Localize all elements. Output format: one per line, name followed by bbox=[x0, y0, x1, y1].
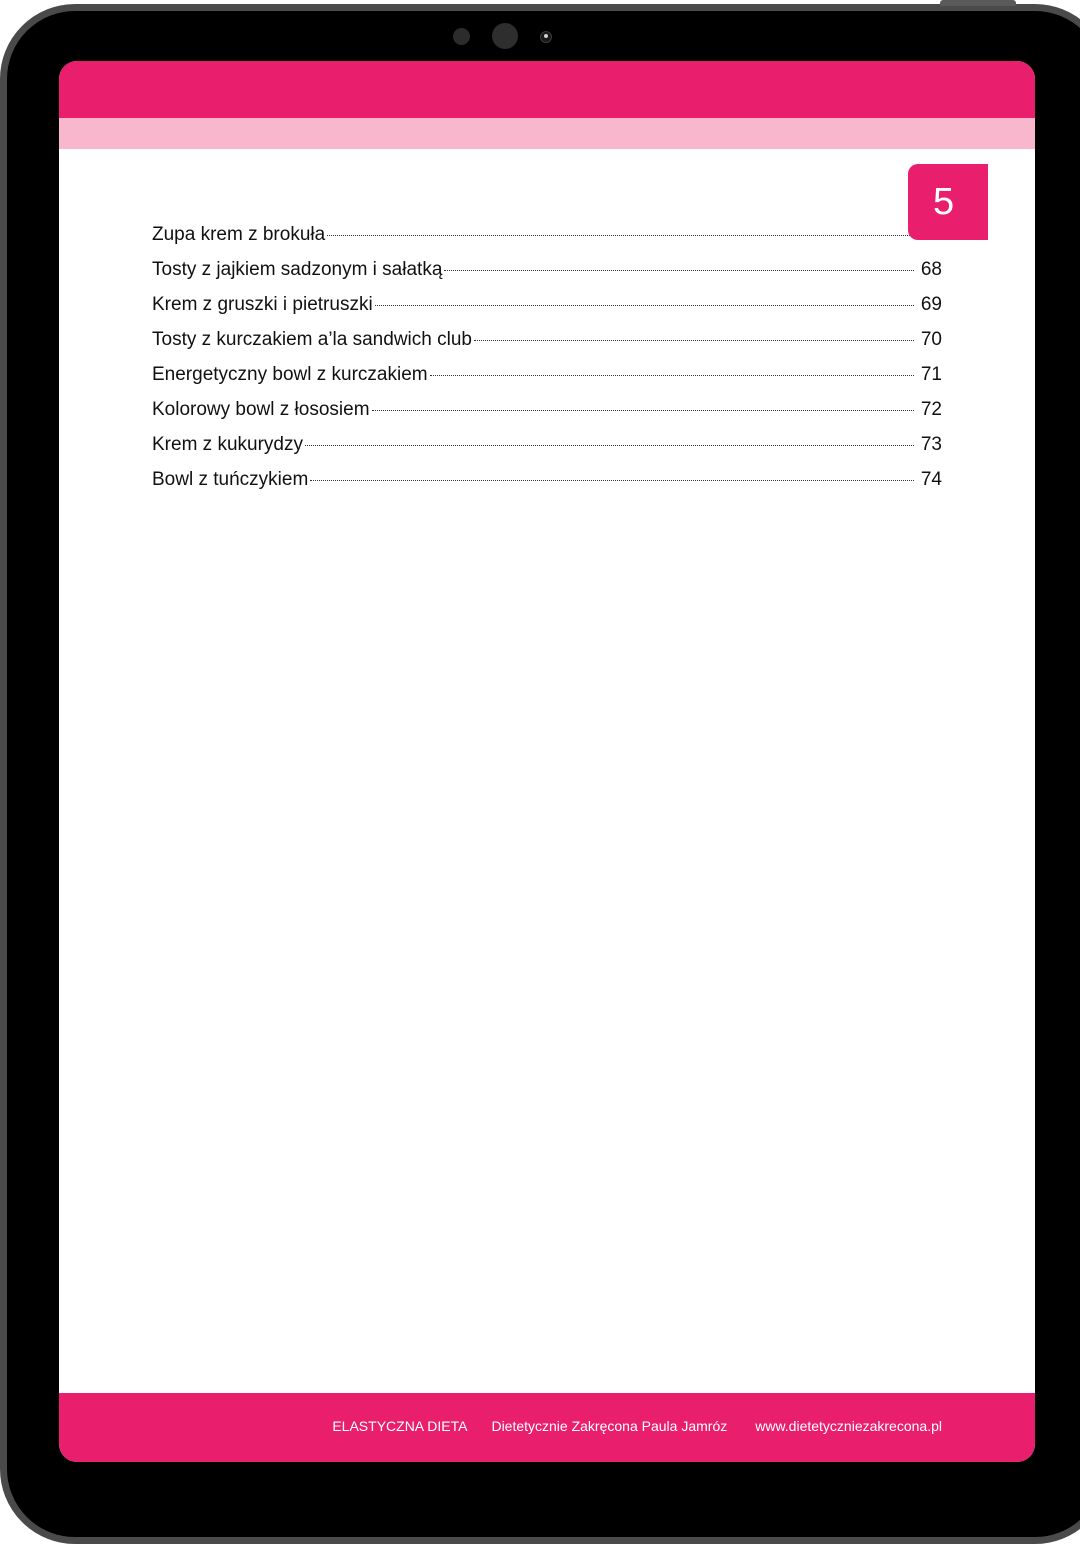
toc-entry-title: Krem z kukurydzy bbox=[152, 434, 303, 455]
toc-entry[interactable] bbox=[152, 259, 942, 294]
toc-dot-leader bbox=[430, 375, 914, 376]
toc-entry-title: Bowl z tuńczykiem bbox=[152, 469, 309, 490]
table-of-contents bbox=[152, 224, 942, 504]
toc-entry-page: 74 bbox=[920, 469, 942, 490]
footer-text bbox=[332, 1418, 942, 1434]
toc-entry-page: 73 bbox=[920, 434, 942, 455]
toc-dot-leader bbox=[372, 410, 914, 411]
toc-entry-title: Krem z gruszki i pietruszki bbox=[152, 294, 373, 315]
toc-entry[interactable] bbox=[152, 469, 942, 504]
page-number-tab: 5 bbox=[908, 164, 988, 240]
camera-icon bbox=[492, 23, 518, 49]
footer-book-title: ELASTYCZNA DIETA bbox=[332, 1418, 468, 1434]
document-page bbox=[59, 61, 1035, 1462]
toc-entry[interactable] bbox=[152, 294, 942, 329]
tablet-side-button bbox=[940, 0, 1016, 6]
sensor-icon bbox=[453, 28, 470, 45]
toc-entry-title: Zupa krem z brokuła bbox=[152, 224, 326, 245]
toc-entry-page: 68 bbox=[920, 259, 942, 280]
footer-band bbox=[59, 1393, 1035, 1462]
footer-author: Dietetycznie Zakręcona Paula Jamróz bbox=[491, 1418, 728, 1434]
toc-entry-title: Tosty z kurczakiem a’la sandwich club bbox=[152, 329, 472, 350]
toc-dot-leader bbox=[375, 305, 914, 306]
toc-dot-leader bbox=[474, 340, 914, 341]
toc-entry[interactable] bbox=[152, 434, 942, 469]
footer-website-link[interactable]: www.dietetyczniezakrecona.pl bbox=[755, 1418, 942, 1434]
toc-entry-page: 71 bbox=[920, 364, 942, 385]
toc-entry[interactable] bbox=[152, 364, 942, 399]
toc-entry-page: 69 bbox=[920, 294, 942, 315]
toc-dot-leader bbox=[444, 270, 914, 271]
toc-dot-leader bbox=[327, 235, 914, 236]
toc-entry-page: 72 bbox=[920, 399, 942, 420]
toc-entry-title: Energetyczny bowl z kurczakiem bbox=[152, 364, 428, 385]
toc-entry-title: Tosty z jajkiem sadzonym i sałatką bbox=[152, 259, 443, 280]
toc-entry[interactable] bbox=[152, 224, 942, 259]
toc-entry[interactable] bbox=[152, 399, 942, 434]
toc-entry-page: 70 bbox=[920, 329, 942, 350]
toc-entry-title: Kolorowy bowl z łososiem bbox=[152, 399, 370, 420]
toc-entry[interactable] bbox=[152, 329, 942, 364]
toc-dot-leader bbox=[305, 445, 914, 446]
header-band bbox=[59, 61, 1035, 118]
camera-lens-icon bbox=[540, 31, 552, 43]
toc-dot-leader bbox=[310, 480, 914, 481]
header-sub-band bbox=[59, 118, 1035, 149]
